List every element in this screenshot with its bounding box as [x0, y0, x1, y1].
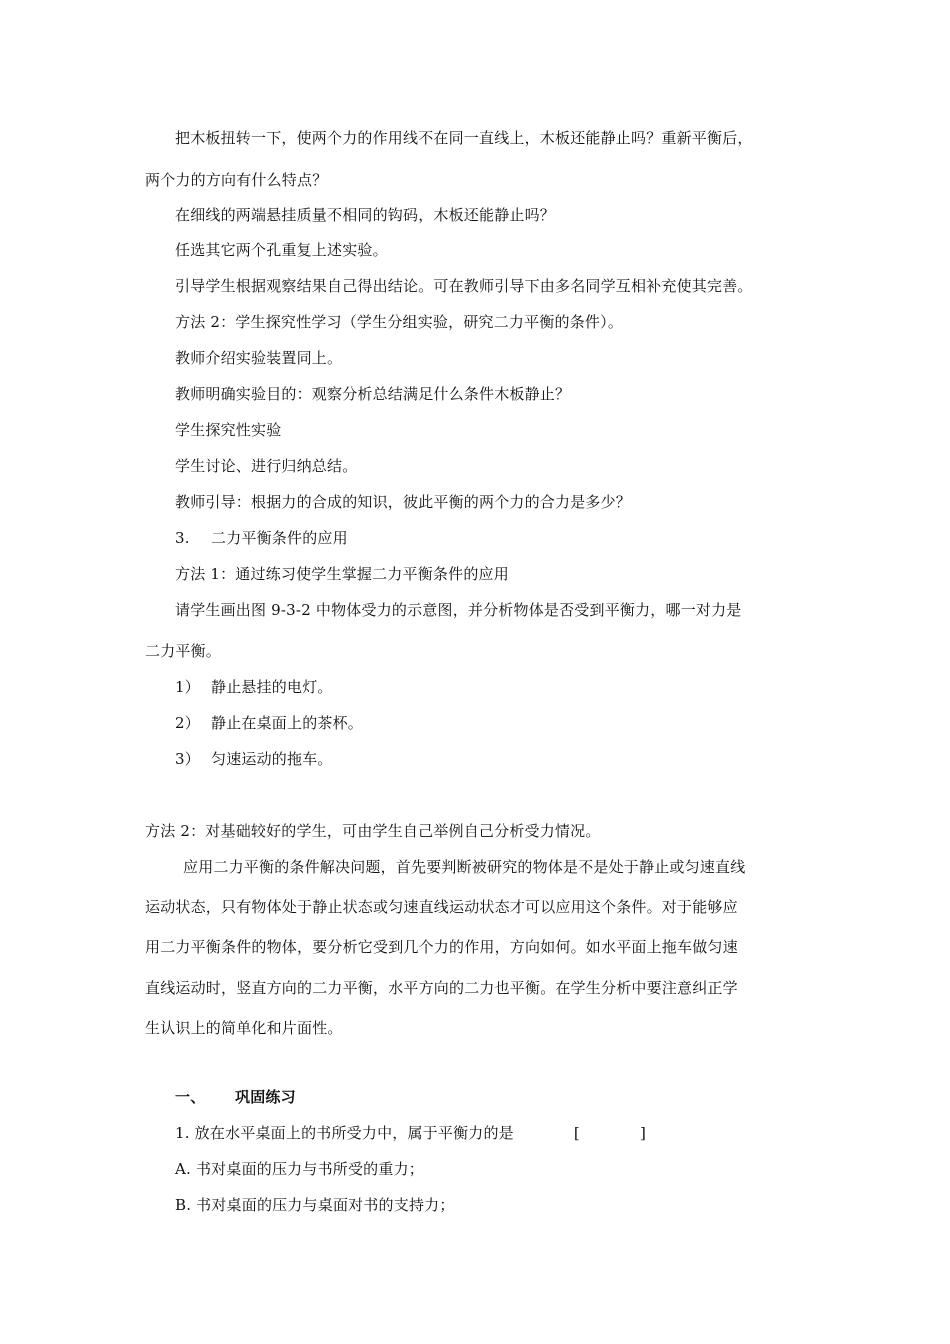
question-text: 1. 放在水平桌面上的书所受力中，属于平衡力的是 [175, 1124, 514, 1142]
paragraph-line: 引导学生根据观察结果自己得出结论。可在教师引导下由多名同学互相补充使其完善。 [175, 277, 753, 295]
list-item-text: 静止悬挂的电灯。 [211, 678, 333, 696]
paragraph-line: 应用二力平衡的条件解决问题，首先要判断被研究的物体是不是处于静止或匀速直线 [183, 858, 746, 876]
paragraph-line: 生认识上的简单化和片面性。 [145, 1019, 343, 1037]
paragraph-line: 在细线的两端悬挂质量不相同的钩码，木板还能静止吗？ [175, 206, 556, 224]
paragraph-line: 学生探究性实验 [175, 421, 282, 439]
answer-bracket [574, 1123, 646, 1143]
paragraph-line: 运动状态，只有物体处于静止状态或匀速直线运动状态才可以应用这个条件。对于能够应 [145, 898, 738, 916]
list-item [175, 713, 363, 733]
paragraph-line: 用二力平衡条件的物体，要分析它受到几个力的作用，方向如何。如水平面上拖车做匀速 [145, 938, 738, 956]
bracket-open: [ [573, 1124, 580, 1142]
paragraph-line: 学生讨论、进行归纳总结。 [175, 457, 358, 475]
paragraph-line: 方法 2：学生探究性学习（学生分组实验，研究二力平衡的条件）。 [175, 313, 624, 331]
list-item-number: 2） [175, 714, 200, 732]
paragraph-line: 任选其它两个孔重复上述实验。 [175, 241, 388, 259]
paragraph-line: 把木板扭转一下，使两个力的作用线不在同一直线上，木板还能静止吗？重新平衡后， [175, 129, 753, 147]
bracket-close: ] [639, 1124, 647, 1142]
list-item [175, 749, 333, 769]
section-title: 巩固练习 [235, 1088, 296, 1106]
question-line [175, 1123, 646, 1143]
list-item-number: 3） [175, 750, 200, 768]
section-heading [175, 1087, 296, 1107]
paragraph-line: 方法 1：通过练习使学生掌握二力平衡条件的应用 [175, 565, 509, 583]
answer-option: B. 书对桌面的压力与桌面对书的支持力； [175, 1196, 455, 1214]
section-heading [175, 528, 348, 548]
paragraph-line: 两个力的方向有什么特点？ [145, 171, 328, 189]
list-item-text: 静止在桌面上的茶杯。 [211, 714, 364, 732]
paragraph-line: 教师明确实验目的：观察分析总结满足什么条件木板静止？ [175, 385, 571, 403]
list-item-text: 匀速运动的拖车。 [211, 750, 333, 768]
answer-option: A. 书对桌面的压力与书所受的重力； [175, 1160, 424, 1178]
section-number: 一、 [175, 1088, 206, 1106]
section-number: 3. [175, 529, 190, 547]
paragraph-line: 直线运动时，竖直方向的二力平衡，水平方向的二力也平衡。在学生分析中要注意纠正学 [145, 979, 738, 997]
section-title: 二力平衡条件的应用 [211, 529, 348, 547]
paragraph-line: 教师引导：根据力的合成的知识，彼此平衡的两个力的合力是多少？ [175, 493, 632, 511]
paragraph-line: 方法 2：对基础较好的学生，可由学生自己举例自己分析受力情况。 [145, 822, 601, 840]
paragraph-line: 二力平衡。 [145, 642, 222, 660]
paragraph-line: 请学生画出图 9-3-2 中物体受力的示意图，并分析物体是否受到平衡力，哪一对力是 [175, 601, 742, 619]
list-item [175, 677, 333, 697]
paragraph-line: 教师介绍实验装置同上。 [175, 349, 343, 367]
list-item-number: 1） [175, 678, 200, 696]
